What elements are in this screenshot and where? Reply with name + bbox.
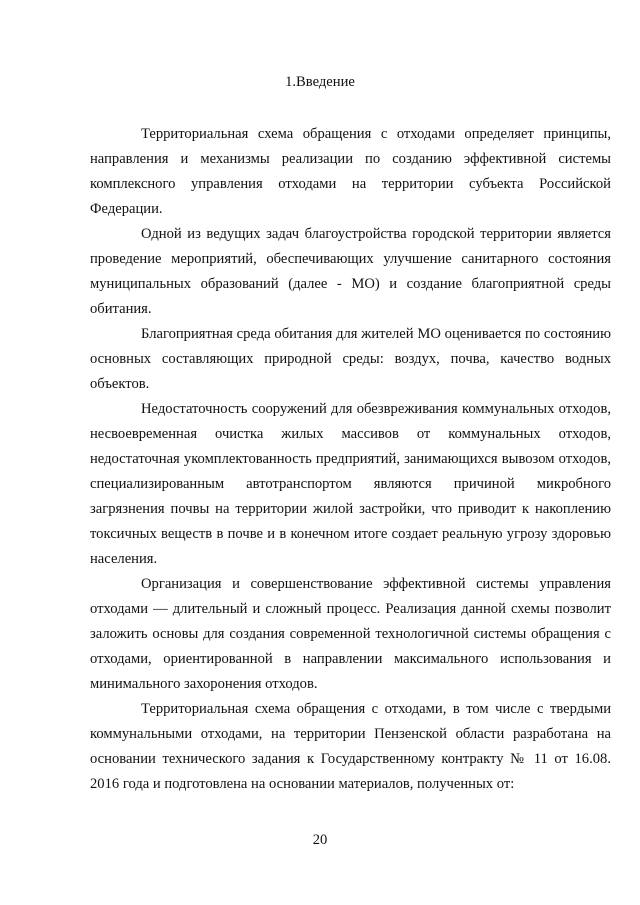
- paragraph: Организация и совершенствование эффективной системы управления отходами — длительный и сложный процесс. Реализация данной схемы позволит заложить основы для создания современной технологичной системы обращения с отходами, ориентированной в направлении максимального использования и минимального захоронения отходов.: [90, 576, 611, 692]
- paragraph: Одной из ведущих задач благоустройства городской территории является проведение мероприятий, обеспечивающих улучшение санитарного состояния муниципальных образований (далее - МО) и создание благоприятной среды обитания.: [90, 226, 611, 317]
- section-heading: 1.Введение: [285, 74, 355, 90]
- body-text: [90, 122, 611, 797]
- page-number: 20: [312, 832, 328, 848]
- paragraph: Благоприятная среда обитания для жителей МО оценивается по состоянию основных составляющих природной среды: воздух, почва, качество водных объектов.: [90, 326, 611, 392]
- paragraph: Недостаточность сооружений для обезвреживания коммунальных отходов, несвоевременная очистка жилых массивов от коммунальных отходов, недостаточная укомплектованность предприятий, занимающихся вывозом отходов, специализированным автотранспортом являются причиной микробного загрязнения почвы на территории жилой застройки, что приводит к накоплению токсичных веществ в почве и в конечном итоге создает реальную угрозу здоровью населения.: [90, 401, 611, 567]
- paragraph: Территориальная схема обращения с отходами определяет принципы, направления и механизмы реализации по созданию эффективной системы комплексного управления отходами на территории субъекта Российской Федерации.: [90, 126, 611, 217]
- paragraph: Территориальная схема обращения с отходами, в том числе с твердыми коммунальными отходами, на территории Пензенской области разработана на основании технического задания к Государственному контракту № 11 от 16.08. 2016 года и подготовлена на основании материалов, полученных от:: [90, 701, 611, 792]
